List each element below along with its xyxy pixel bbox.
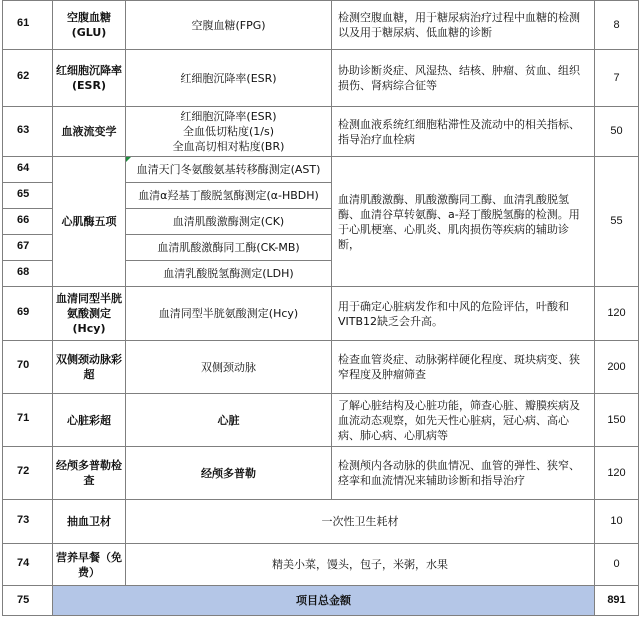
exam-name: 心肌酶五项 [53, 157, 126, 287]
exam-description: 了解心脏结构及心脏功能，筛查心脏、瓣膜疾病及血流动态观察，如先天性心脏病，冠心病、高心病、肺心病、心肌病等 [332, 394, 595, 447]
table-row [3, 107, 639, 157]
row-number: 70 [3, 341, 53, 394]
exam-price: 7 [595, 50, 639, 107]
exam-price: 8 [595, 1, 639, 50]
exam-item: 血清同型半胱氨酸测定(Hcy) [126, 287, 332, 341]
exam-name: 双侧颈动脉彩超 [53, 341, 126, 394]
table-row [3, 157, 639, 183]
total-value: 891 [595, 586, 639, 616]
exam-item: 血清肌酸激酶同工酶(CK-MB) [126, 235, 331, 261]
table-row [3, 394, 639, 447]
table-row [3, 500, 639, 544]
exam-name [53, 1, 126, 50]
exam-description: 用于确定心脏病发作和中风的危险评估，叶酸和VITB12缺乏会升高。 [332, 287, 595, 341]
exam-item-line: 红细胞沉降率(ESR) [180, 110, 277, 123]
row-number: 64 [3, 157, 53, 183]
row-number: 71 [3, 394, 53, 447]
exam-name: 经颅多普勒检查 [53, 447, 126, 500]
row-number: 69 [3, 287, 53, 341]
exam-item-line: 全血高切相对粘度(BR) [172, 140, 285, 153]
exam-item: 双侧颈动脉 [126, 341, 332, 394]
exam-price: 50 [595, 107, 639, 157]
row-number: 73 [3, 500, 53, 544]
exam-item-label: 血清天门冬氨酸氨基转移酶测定(AST) [136, 163, 321, 176]
exam-item: 精美小菜，馒头，包子，米粥，水果 [126, 544, 595, 586]
table-row [3, 287, 639, 341]
row-number: 61 [3, 1, 53, 50]
cell-marker [126, 157, 131, 162]
exam-description: 协助诊断炎症、风湿热、结核、肿瘤、贫血、组织损伤、肾病综合征等 [332, 50, 595, 107]
exam-item: 血清肌酸激酶测定(CK) [126, 209, 331, 235]
exam-item: 一次性卫生耗材 [126, 500, 595, 544]
exam-item-group [126, 157, 332, 287]
row-number: 66 [3, 209, 53, 235]
row-number: 68 [3, 261, 53, 287]
exam-item: 红细胞沉降率(ESR) [126, 50, 332, 107]
total-row [3, 586, 639, 616]
exam-name: 血液流变学 [53, 107, 126, 157]
table-row [3, 341, 639, 394]
row-number: 65 [3, 183, 53, 209]
exam-name: 心脏彩超 [53, 394, 126, 447]
exam-description: 检测血液系统红细胞粘滞性及流动中的相关指标、指导治疗血栓病 [332, 107, 595, 157]
exam-item: 心脏 [126, 394, 332, 447]
table-row [3, 447, 639, 500]
exam-price: 200 [595, 341, 639, 394]
exam-item [126, 107, 332, 157]
total-label: 项目总金额 [53, 586, 595, 616]
exam-name: 营养早餐（免费） [53, 544, 126, 586]
exam-item-line: 全血低切粘度(1/s) [182, 125, 275, 138]
exam-item: 经颅多普勒 [126, 447, 332, 500]
exam-name: 红细胞沉降率(ESR) [53, 50, 126, 107]
exam-description: 血清肌酸激酶、肌酸激酶同工酶、血清乳酸脱氢酶、血清谷草转氨酶、a-羟丁酸脱氢酶的检测。用于心肌梗塞、心肌炎、肌肉损伤等疾病的辅助诊断， [332, 157, 595, 287]
table-row [3, 50, 639, 107]
row-number: 62 [3, 50, 53, 107]
exam-price: 0 [595, 544, 639, 586]
exam-price: 150 [595, 394, 639, 447]
exam-price: 10 [595, 500, 639, 544]
table-row [3, 544, 639, 586]
exam-item: 血清α羟基丁酸脱氢酶测定(α-HBDH) [126, 183, 331, 209]
exam-item: 空腹血糖(FPG) [126, 1, 332, 50]
exam-item: 血清乳酸脱氢酶测定(LDH) [163, 267, 294, 280]
exam-items-table [2, 0, 639, 616]
exam-description: 检测空腹血糖，用于糖尿病治疗过程中血糖的检测以及用于糖尿病、低血糖的诊断 [332, 1, 595, 50]
exam-price: 120 [595, 447, 639, 500]
exam-item [126, 157, 331, 183]
row-number: 72 [3, 447, 53, 500]
row-number: 67 [3, 235, 53, 261]
exam-price: 55 [595, 157, 639, 287]
exam-name: 血清同型半胱氨酸测定(Hcy) [53, 287, 126, 341]
row-number: 75 [3, 586, 53, 616]
exam-name-line: 空腹血糖 (GLU) [67, 11, 111, 39]
table-row [3, 1, 639, 50]
exam-description: 检测颅内各动脉的供血情况、血管的弹性、狭窄、痉挛和血流情况来辅助诊断和指导治疗 [332, 447, 595, 500]
row-number: 74 [3, 544, 53, 586]
exam-price: 120 [595, 287, 639, 341]
exam-description: 检查血管炎症、动脉粥样硬化程度、斑块病变、狭窄程度及肿瘤筛查 [332, 341, 595, 394]
exam-name: 抽血卫材 [53, 500, 126, 544]
row-number: 63 [3, 107, 53, 157]
